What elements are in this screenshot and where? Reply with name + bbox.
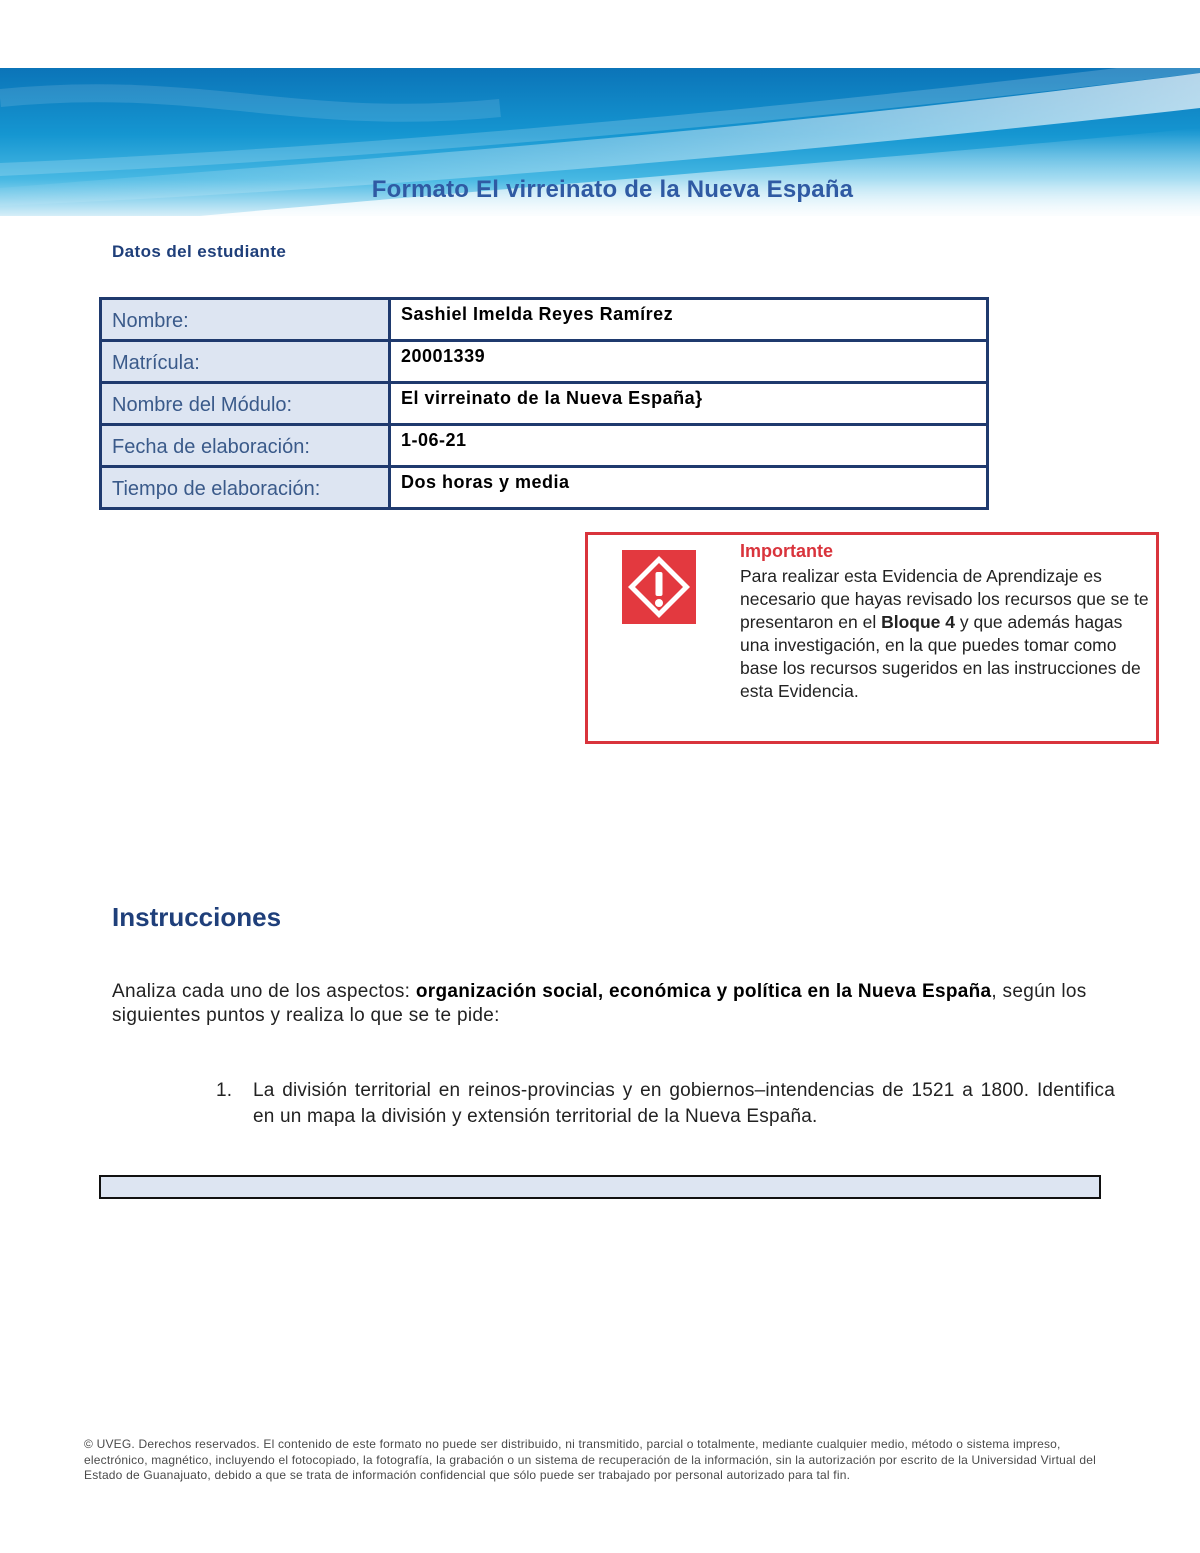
table-row (101, 341, 988, 383)
row-value[interactable]: Sashiel Imelda Reyes Ramírez (390, 299, 988, 341)
notice-title: Importante (740, 541, 834, 561)
table-row (101, 299, 988, 341)
copyright-footer: © UVEG. Derechos reservados. El contenido de este formato no puede ser distribuido, ni transmitido, parcial o totalmente, mediante cualquier medio, método o sistema impreso, electrónico, magnético, incluyendo el fotocopiado, la fotografía, la grabación o un sistema de recuperación de la información, sin la autorización por escrito de la Universidad Virtual del Estado de Guanajuato, debido a que se trata de información confidencial que sólo puede ser trabajado por personal autorizado para tal fin. (84, 1437, 1096, 1482)
table-row (101, 425, 988, 467)
instructions-heading: Instrucciones (112, 902, 282, 932)
student-data-table (99, 297, 989, 510)
row-label: Nombre del Módulo: (101, 383, 390, 425)
row-label: Matrícula: (101, 341, 390, 383)
page-title: Formato El virreinato de la Nueva España (371, 176, 854, 203)
answer-field[interactable] (99, 1175, 1101, 1199)
row-value[interactable]: El virreinato de la Nueva España} (390, 383, 988, 425)
row-label: Fecha de elaboración: (101, 425, 390, 467)
row-value[interactable]: 20001339 (390, 341, 988, 383)
warning-diamond-icon (622, 550, 696, 624)
table-row (101, 467, 988, 509)
row-label: Tiempo de elaboración: (101, 467, 390, 509)
important-notice-box (585, 532, 1159, 744)
row-value[interactable]: Dos horas y media (390, 467, 988, 509)
student-data-heading: Datos del estudiante (112, 242, 287, 261)
list-text: La división territorial en reinos-provincias y en gobiernos–intendencias de 1521 a 1800. Identifica en un mapa la división y extensión territorial de la Nueva España. (253, 1080, 1115, 1127)
row-label: Nombre: (101, 299, 390, 341)
list-number: 1. (216, 1080, 233, 1101)
instructions-intro: Analiza cada uno de los aspectos: organización social, económica y política en la Nueva España, según los siguientes puntos y realiza lo que se te pide: (112, 981, 1087, 1026)
row-value[interactable]: 1-06-21 (390, 425, 988, 467)
table-row (101, 383, 988, 425)
notice-text: Para realizar esta Evidencia de Aprendizaje es necesario que hayas revisado los recursos que se te presentaron en el Bloque 4 y que además hagas una investigación, en la que puedes tomar como base los recursos sugeridos en las instrucciones de esta Evidencia. (740, 566, 1149, 701)
